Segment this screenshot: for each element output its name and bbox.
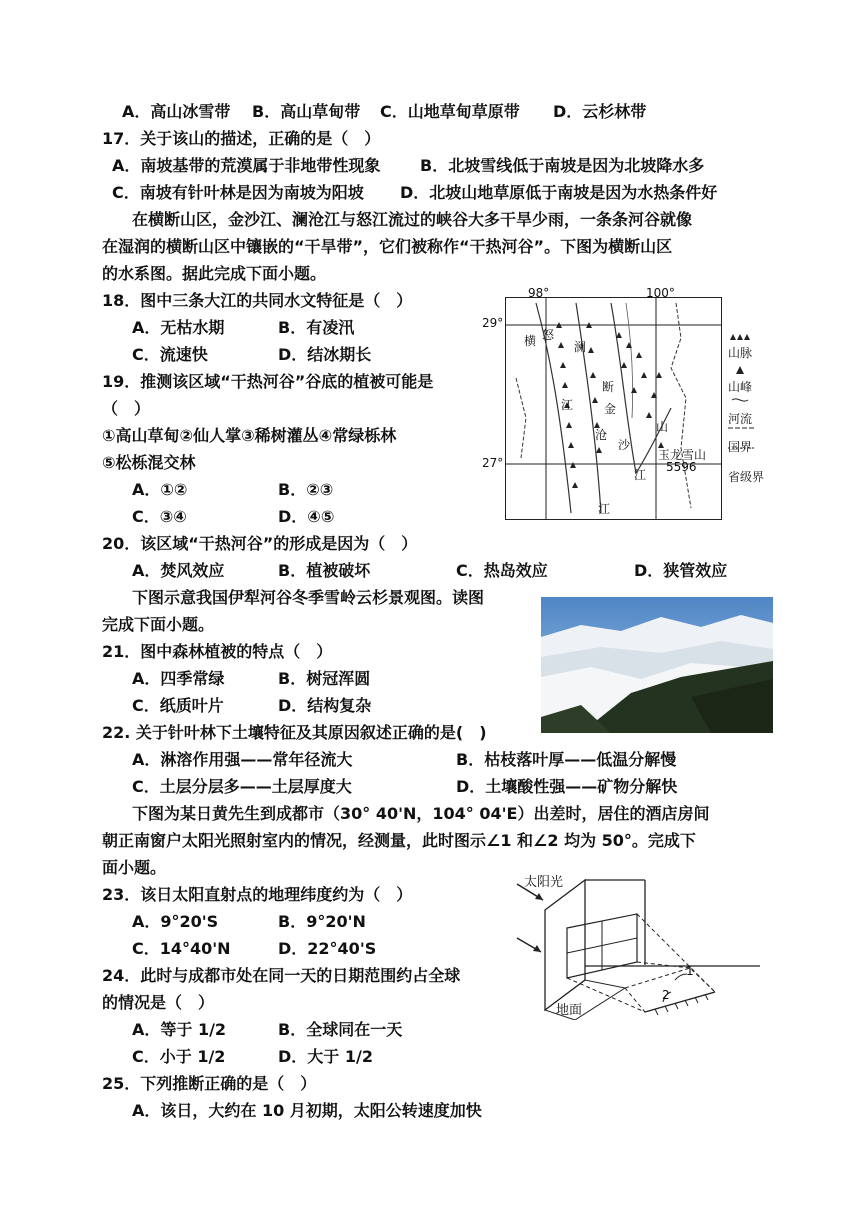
passage3-line1: 下图为某日黄先生到成都市（30° 40'N，104° 04'E）出差时，居住的酒店房间 [132, 804, 710, 823]
q21-stem: 21．图中森林植被的特点（ ） [102, 642, 333, 661]
map-peak-height: 5596 [666, 460, 697, 474]
q19-items-line2: ⑤松栎混交林 [102, 453, 196, 472]
q24-stem-line2: 的情况是（ ） [102, 993, 215, 1012]
q22-option-c: C．土层分层多——土层厚度大 [132, 777, 352, 796]
q20-option-c: C．热岛效应 [456, 561, 548, 580]
q24-option-b: B．全球同在一天 [278, 1020, 403, 1039]
passage2-line2: 完成下面小题。 [102, 615, 215, 634]
map-label-nu: 怒 [542, 328, 555, 342]
map-peak-name: 玉龙雪山 [658, 448, 707, 462]
q19-stem-line1: 19．推测该区域“干热河谷”谷底的植被可能是 [102, 372, 434, 391]
q16-option-a: A．高山冰雪带 [122, 102, 231, 121]
hengduan-river-map [482, 286, 722, 520]
map-label-jiang2: 江 [634, 468, 647, 482]
q21-option-d: D．结构复杂 [278, 696, 372, 715]
q23-option-a: A．9°20'S [132, 912, 219, 931]
q22-stem: 22. 关于针叶林下土壤特征及其原因叙述正确的是( ) [102, 723, 487, 742]
map-lon-100: 100° [646, 286, 675, 300]
q17-stem: 17．关于该山的描述，正确的是（ ） [102, 129, 381, 148]
map-label-duan: 断 [602, 380, 615, 394]
passage1-line1: 在横断山区，金沙江、澜沧江与怒江流过的峡谷大多干旱少雨，一条条河谷就像 [132, 210, 693, 229]
map-label-jiang1: 江 [561, 398, 574, 412]
q25-option-a: A．该日，大约在 10 月初期，太阳公转速度加快 [132, 1101, 482, 1120]
sunlight-window-diagram [515, 870, 770, 1020]
q21-option-a: A．四季常绿 [132, 669, 225, 688]
legend-peak: 山峰 [728, 380, 753, 394]
q17-option-c: C．南坡有针叶林是因为南坡为阳坡 [112, 183, 364, 202]
q21-option-b: B．树冠浑圆 [278, 669, 371, 688]
passage3-line3: 面小题。 [102, 858, 167, 877]
spruce-landscape-photo [541, 597, 773, 733]
q16-option-b: B．高山草甸带 [252, 102, 361, 121]
q20-option-d: D．狭管效应 [634, 561, 728, 580]
q23-stem: 23．该日太阳直射点的地理纬度约为（ ） [102, 885, 413, 904]
q18-option-b: B．有凌汛 [278, 318, 355, 337]
q16-option-c: C．山地草甸草原带 [380, 102, 520, 121]
q16-option-d: D．云杉林带 [553, 102, 647, 121]
map-label-shan: 山 [656, 420, 669, 434]
q22-option-a: A．淋溶作用强——常年径流大 [132, 750, 353, 769]
sun-fig-label-ground: 地面 [556, 1003, 583, 1018]
q25-stem: 25．下列推断正确的是（ ） [102, 1074, 317, 1093]
q18-option-a: A．无枯水期 [132, 318, 225, 337]
q24-stem-line1: 24．此时与成都市处在同一天的日期范围约占全球 [102, 966, 461, 985]
map-lat-29: 29° [482, 316, 504, 330]
q18-option-d: D．结冰期长 [278, 345, 372, 364]
q22-option-d: D．土壤酸性强——矿物分解快 [456, 777, 678, 796]
legend-river: 河流 [728, 412, 753, 426]
legend-provincial: 省级界 [728, 470, 765, 484]
q19-option-c: C．③④ [132, 507, 187, 526]
q20-stem: 20．该区域“干热河谷”的形成是因为（ ） [102, 534, 418, 553]
map-label-lan: 澜 [574, 340, 587, 354]
map-lon-98: 98° [528, 286, 550, 300]
q17-option-a: A．南坡基带的荒漠属于非地带性现象 [112, 156, 381, 175]
map-lat-27: 27° [482, 456, 504, 470]
q17-option-b: B．北坡雪线低于南坡是因为北坡降水多 [420, 156, 705, 175]
q19-option-b: B．②③ [278, 480, 334, 499]
passage1-line3: 的水系图。据此完成下面小题。 [102, 264, 327, 283]
sun-fig-angle2: 2 [662, 988, 670, 1002]
sun-fig-label-sunlight: 太阳光 [524, 875, 564, 890]
passage2-line1: 下图示意我国伊犁河谷冬季雪岭云杉景观图。读图 [132, 588, 485, 607]
q21-option-c: C．纸质叶片 [132, 696, 224, 715]
q22-option-b: B．枯枝落叶厚——低温分解慢 [456, 750, 677, 769]
q20-option-a: A．焚风效应 [132, 561, 225, 580]
q20-option-b: B．植被破坏 [278, 561, 371, 580]
map-label-jiang3: 江 [598, 502, 611, 516]
q23-option-d: D．22°40'S [278, 939, 377, 958]
map-label-cang: 沧 [595, 428, 608, 442]
map-label-heng: 横 [524, 334, 537, 348]
q18-stem: 18．图中三条大江的共同水文特征是（ ） [102, 291, 413, 310]
q19-option-d: D．④⑤ [278, 507, 335, 526]
q19-option-a: A．①② [132, 480, 188, 499]
sun-fig-angle1: 1 [686, 964, 694, 978]
legend-mountain: 山脉 [728, 346, 753, 360]
q24-option-a: A．等于 1/2 [132, 1020, 227, 1039]
q19-items-line1: ①高山草甸②仙人掌③稀树灌丛④常绿栎林 [102, 426, 397, 445]
q18-option-c: C．流速快 [132, 345, 208, 364]
passage1-line2: 在湿润的横断山区中镶嵌的“干旱带”，它们被称作“干热河谷”。下图为横断山区 [102, 237, 673, 256]
q17-option-d: D．北坡山地草原低于南坡是因为水热条件好 [400, 183, 718, 202]
map-label-sha: 沙 [618, 438, 631, 452]
q24-option-c: C．小于 1/2 [132, 1047, 226, 1066]
map-label-jin: 金 [604, 402, 617, 416]
legend-national: 国界 [728, 440, 753, 454]
q23-option-b: B．9°20'N [278, 912, 366, 931]
q24-option-d: D．大于 1/2 [278, 1047, 373, 1066]
q23-option-c: C．14°40'N [132, 939, 231, 958]
q19-stem-line2: （ ） [102, 399, 151, 418]
passage3-line2: 朝正南窗户太阳光照射室内的情况，经测量，此时图示∠1 和∠2 均为 50°。完成下 [102, 831, 696, 850]
